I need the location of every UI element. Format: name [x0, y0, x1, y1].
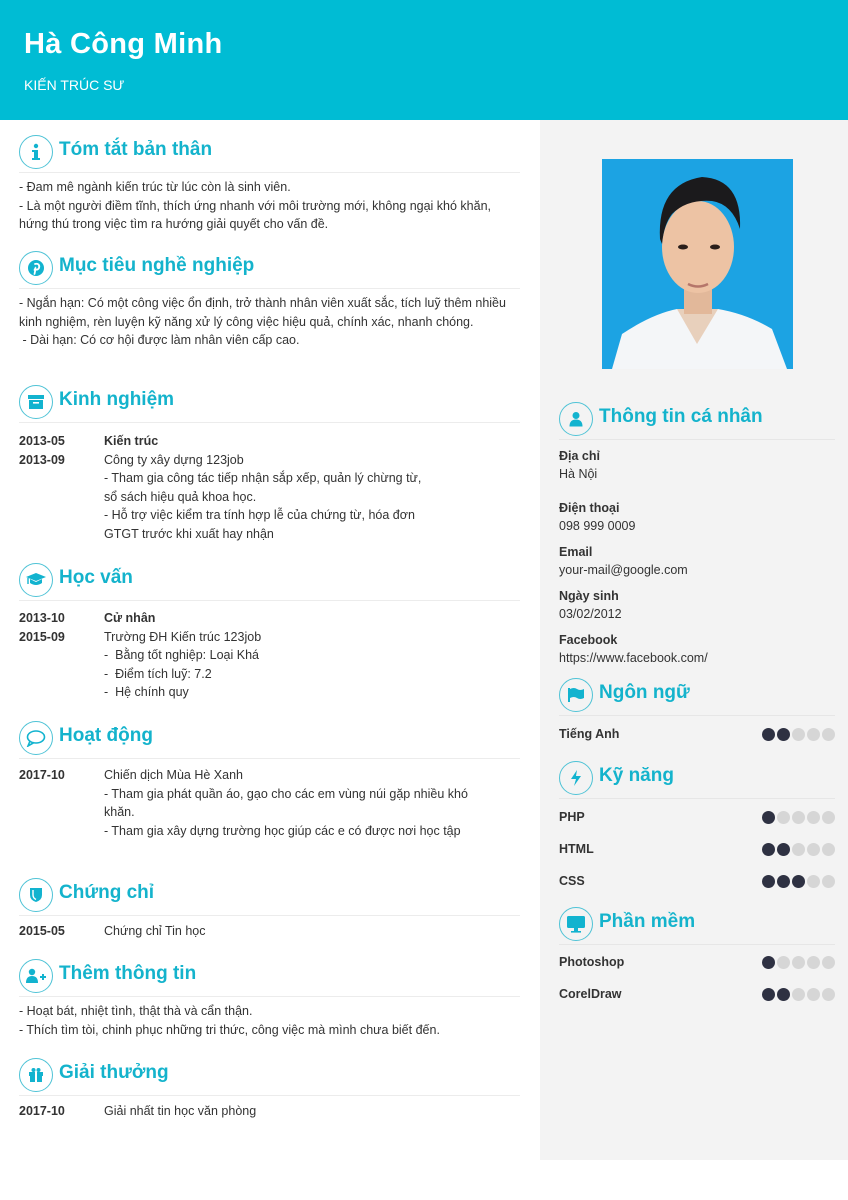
section-activities [19, 721, 520, 840]
field-label: Ngày sinh [559, 589, 619, 603]
divider [19, 996, 520, 997]
education-item [19, 609, 520, 702]
personal-field-facebook [559, 631, 835, 667]
detail-line: - Bằng tốt nghiệp: Loại Khá [104, 648, 259, 662]
position: Kiến trúc [104, 434, 159, 448]
summary-line: - Là một người điềm tĩnh, thích ứng nhanh với môi trường mới, không ngại khó khăn, hứng thú trong việc tìm ra hướng giải quyết cho vấn đề. [19, 198, 492, 231]
section-title: Hoạt động [59, 725, 153, 746]
education-dates [19, 609, 99, 646]
field-value: 098 999 0009 [559, 519, 636, 533]
section-header [19, 135, 520, 169]
divider [19, 172, 520, 173]
section-title: Tóm tắt bản thân [59, 139, 213, 160]
certificate-item [19, 922, 520, 941]
rating-dots [762, 811, 835, 824]
additional-line: - Hoạt bát, nhiệt tình, thật thà và cẩn thận. [19, 1004, 253, 1018]
graduation-cap-icon [19, 563, 53, 597]
rating-dot-filled [762, 843, 775, 856]
rating-dot-empty [822, 843, 835, 856]
divider [19, 422, 520, 423]
experience-content [104, 432, 434, 543]
personal-field-birthday [559, 587, 835, 623]
section-title: Giải thưởng [59, 1062, 169, 1083]
award-name: Giải nhất tin học văn phòng [104, 1104, 257, 1118]
date-to: 2013-09 [19, 452, 65, 467]
section-title: Kinh nghiệm [59, 389, 175, 410]
skill-name: HTML [559, 842, 594, 856]
section-additional-info [19, 959, 520, 1039]
section-header [559, 761, 835, 795]
rating-dot-filled [762, 875, 775, 888]
rating-dot-filled [762, 811, 775, 824]
personal-field-phone [559, 499, 835, 535]
detail-line: - Điểm tích luỹ: 7.2 [104, 666, 212, 681]
divider [19, 600, 520, 601]
job-title: KIẾN TRÚC SƯ [24, 77, 125, 93]
field-label: Facebook [559, 633, 618, 647]
rating-dot-empty [807, 988, 820, 1001]
award-date: 2017-10 [19, 1104, 65, 1118]
rating-dot-empty [792, 843, 805, 856]
experience-item [19, 432, 520, 543]
skill-item [559, 842, 835, 874]
divider [559, 715, 835, 716]
school: Trường ĐH Kiến trúc 123job [104, 629, 262, 644]
rating-dot-empty [822, 811, 835, 824]
skill-item [559, 810, 835, 842]
section-experience [19, 385, 520, 543]
candidate-name: Hà Công Minh [24, 28, 223, 60]
summary-text [19, 178, 520, 234]
rating-dot-empty [777, 811, 790, 824]
education-content [104, 609, 520, 702]
rating-dot-empty [792, 811, 805, 824]
rating-dot-filled [777, 728, 790, 741]
field-label: Địa chỉ [559, 449, 600, 463]
section-title: Chứng chỉ [59, 882, 155, 903]
section-header [559, 907, 835, 941]
rating-dot-empty [807, 875, 820, 888]
degree: Cử nhân [104, 611, 156, 625]
lightning-icon [559, 761, 593, 795]
certificate-date: 2015-05 [19, 924, 65, 938]
additional-line: - Thích tìm tòi, chinh phục những tri thức, công việc mà mình chưa biết đến. [19, 1022, 440, 1037]
section-languages [559, 678, 835, 759]
section-header [559, 678, 835, 712]
section-personal-info [559, 402, 835, 667]
language-item [559, 727, 835, 759]
activity-date: 2017-10 [19, 768, 65, 782]
divider [19, 758, 520, 759]
rating-dot-filled [762, 988, 775, 1001]
section-objective [19, 251, 520, 350]
objective-line: - Dài hạn: Có cơ hội được làm nhân viên cấp cao. [19, 333, 300, 347]
skill-item [559, 874, 835, 906]
objective-line: - Ngắn hạn: Có một công việc ổn định, trở thành nhân viên xuất sắc, tích luỹ thêm nhiều kinh nghiệm, rèn luyện kỹ năng xử lý công việc hiệu quả, chính xác, nhanh chóng. [19, 296, 506, 329]
personal-field-email [559, 543, 835, 579]
company: Công ty xây dựng 123job [104, 452, 244, 467]
rating-dot-filled [777, 875, 790, 888]
section-certificates [19, 878, 520, 941]
activity-item [19, 766, 520, 840]
experience-dates [19, 432, 99, 469]
section-header [19, 878, 520, 912]
section-summary [19, 135, 520, 234]
rating-dots [762, 988, 835, 1001]
profile-photo [602, 159, 793, 369]
section-header [19, 385, 520, 419]
software-name: Photoshop [559, 955, 625, 969]
section-title: Học vấn [59, 567, 133, 588]
divider [19, 288, 520, 289]
section-title: Ngôn ngữ [599, 682, 690, 703]
rating-dot-filled [792, 875, 805, 888]
rating-dot-empty [807, 956, 820, 969]
shield-icon [19, 878, 53, 912]
section-header [19, 1058, 520, 1092]
rating-dot-empty [792, 988, 805, 1001]
rating-dot-empty [822, 956, 835, 969]
detail-line: - Tham gia phát quần áo, gạo cho các em vùng núi gặp nhiều khó khăn. [104, 786, 468, 819]
personal-field-address [559, 447, 835, 483]
divider [19, 1095, 520, 1096]
section-education [19, 563, 520, 702]
flag-icon [559, 678, 593, 712]
software-item [559, 987, 835, 1019]
activity-content [104, 766, 499, 840]
detail-line: - Tham gia công tác tiếp nhận sắp xếp, quản lý chừng từ, sổ sách hiệu quả khoa học. [104, 471, 422, 504]
objective-text [19, 294, 520, 350]
speech-bubble-icon [19, 721, 53, 755]
rating-dots [762, 956, 835, 969]
date-from: 2013-05 [19, 434, 65, 448]
date-from: 2013-10 [19, 611, 65, 625]
certificate-name: Chứng chỉ Tin học [104, 924, 206, 938]
rating-dot-empty [807, 728, 820, 741]
section-awards [19, 1058, 520, 1121]
rating-dot-empty [792, 728, 805, 741]
rating-dot-empty [822, 728, 835, 741]
additional-text [19, 1002, 520, 1039]
section-title: Thêm thông tin [59, 963, 197, 984]
skill-name: CSS [559, 874, 585, 888]
pinterest-icon [19, 251, 53, 285]
date-to: 2015-09 [19, 629, 65, 644]
detail-line: - Hệ chính quy [104, 685, 189, 699]
section-header [19, 721, 520, 755]
rating-dots [762, 728, 835, 741]
section-title: Kỹ năng [599, 765, 674, 786]
rating-dot-filled [762, 728, 775, 741]
rating-dots [762, 843, 835, 856]
rating-dot-empty [807, 811, 820, 824]
section-title: Mục tiêu nghề nghiệp [59, 255, 255, 276]
award-item [19, 1102, 520, 1121]
header-banner [0, 0, 848, 120]
rating-dots [762, 875, 835, 888]
detail-line: - Tham gia xây dựng trường học giúp các e có được nơi học tập [104, 823, 461, 838]
language-name: Tiếng Anh [559, 727, 620, 741]
rating-dot-filled [762, 956, 775, 969]
rating-dot-empty [822, 988, 835, 1001]
monitor-icon [559, 907, 593, 941]
info-icon [19, 135, 53, 169]
software-item [559, 955, 835, 987]
rating-dot-empty [777, 956, 790, 969]
section-header [19, 563, 520, 597]
activity-name: Chiến dịch Mùa Hè Xanh [104, 768, 243, 782]
summary-line: - Đam mê ngành kiến trúc từ lúc còn là sinh viên. [19, 180, 291, 194]
section-software [559, 907, 835, 1019]
section-skills [559, 761, 835, 906]
field-value[interactable]: your-mail@google.com [559, 563, 688, 577]
add-user-icon [19, 959, 53, 993]
user-icon [559, 402, 593, 436]
software-name: CorelDraw [559, 987, 622, 1001]
divider [559, 439, 835, 440]
divider [559, 798, 835, 799]
portrait-image [602, 159, 793, 369]
divider [559, 944, 835, 945]
rating-dot-empty [792, 956, 805, 969]
rating-dot-empty [807, 843, 820, 856]
detail-line: - Hỗ trợ việc kiểm tra tính hợp lễ của chứng từ, hóa đơn GTGT trước khi xuất hay nhận [104, 508, 415, 541]
archive-icon [19, 385, 53, 419]
section-header [19, 251, 520, 285]
rating-dot-filled [777, 988, 790, 1001]
rating-dot-empty [822, 875, 835, 888]
rating-dot-filled [777, 843, 790, 856]
gift-icon [19, 1058, 53, 1092]
section-header [559, 402, 835, 436]
skill-name: PHP [559, 810, 585, 824]
divider [19, 915, 520, 916]
section-title: Phần mềm [599, 911, 696, 932]
field-label: Email [559, 545, 593, 559]
field-value: 03/02/2012 [559, 607, 622, 621]
section-title: Thông tin cá nhân [599, 406, 763, 427]
field-label: Điện thoại [559, 501, 620, 515]
section-header [19, 959, 520, 993]
facebook-link[interactable]: https://www.facebook.com/ [559, 651, 708, 665]
field-value: Hà Nội [559, 467, 598, 481]
